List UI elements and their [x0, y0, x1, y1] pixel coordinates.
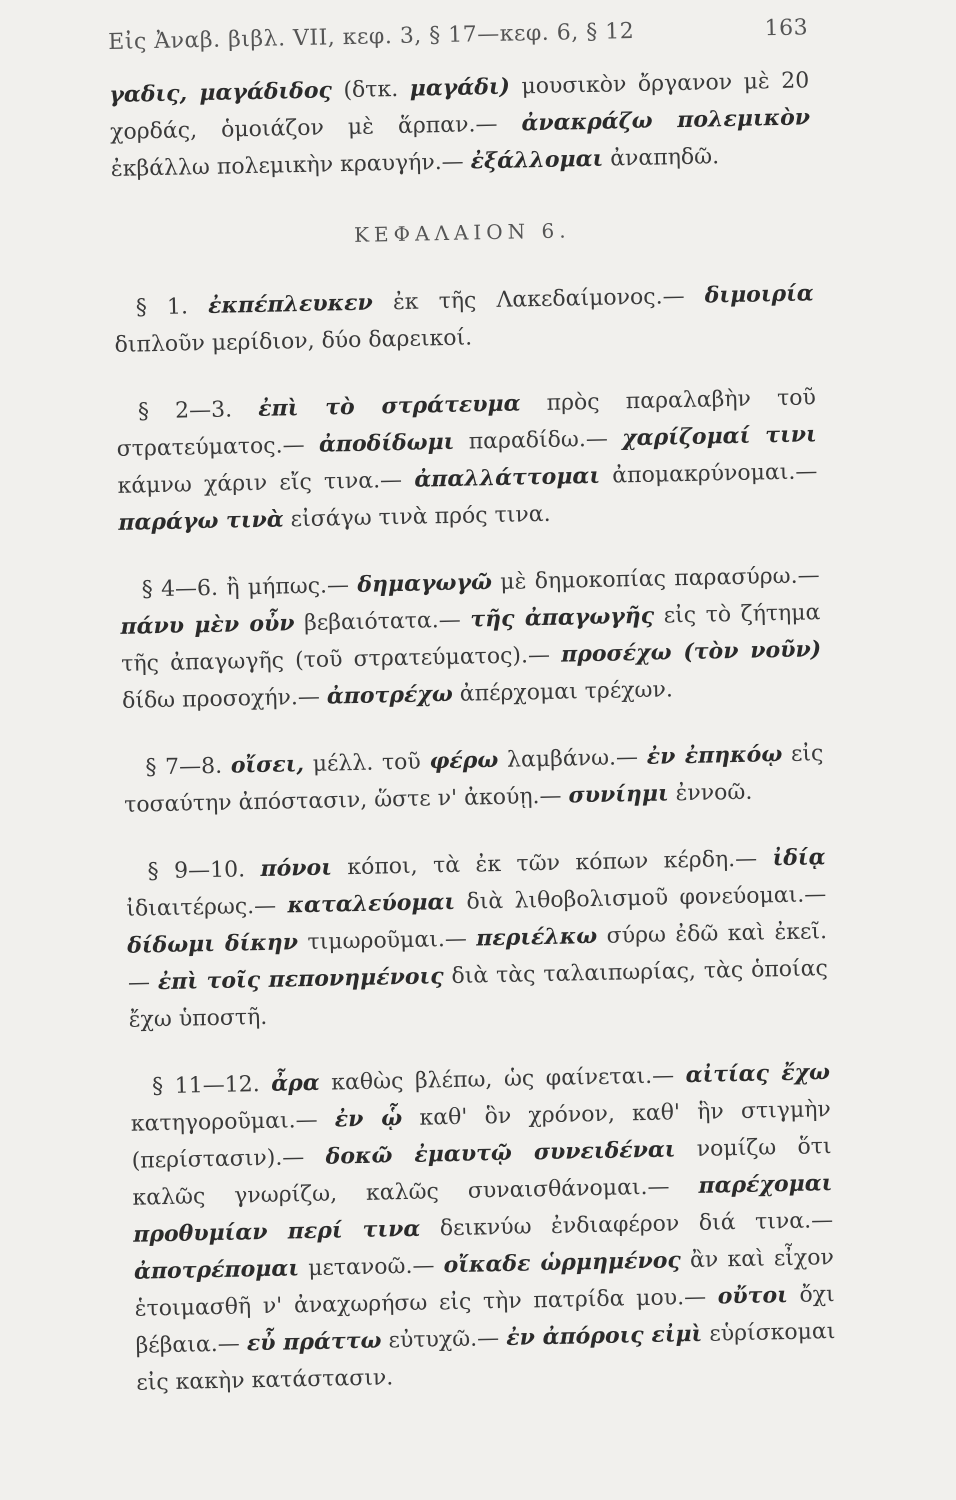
gloss: εἰς τοσαύτην ἀπόστασιν, ὥστε ν' ἀκούῃ.— — [123, 741, 824, 818]
term: αἰτίας ἔχω — [685, 1059, 831, 1089]
term: ἐκπέπλευκεν — [207, 289, 374, 319]
term: ἐπὶ τοῖς πεπονημένοις — [157, 963, 444, 996]
term: διμοιρία — [704, 280, 814, 309]
gloss: εἰς τὸ ζήτημα τῆς ἀπαγωγῆς (τοῦ στρατεύματος).— — [121, 600, 821, 677]
term: μαγάδι) — [409, 73, 511, 102]
gloss: κόποι, τὰ ἐκ τῶν κόπων κέρδη.— — [331, 846, 773, 881]
term: οὔτοι — [717, 1282, 789, 1310]
gloss: ἀπέρχομαι τρέχων. — [452, 677, 674, 707]
term: καταλεύομαι — [287, 888, 456, 919]
gloss: εἰσάγω τινὰ πρός τινα. — [283, 501, 551, 533]
term: τῆς ἀπαγωγῆς — [470, 602, 655, 633]
term: ἐπὶ τὸ στράτευμα — [257, 390, 521, 422]
term: ἀνακράζω πολεμικὸν — [521, 104, 811, 137]
section-number: § 11—12. — [151, 1071, 272, 1100]
gloss: ἰδιαιτέρως.— — [126, 893, 288, 922]
term: ἐν ἀπόροις εἰμὶ — [505, 1320, 703, 1351]
gloss: τιμωροῦμαι.— — [297, 926, 477, 956]
gloss: σύρω ἐδῶ καὶ ἐκεῖ.— — [127, 919, 828, 996]
term: ἀποτρέπομαι — [133, 1255, 300, 1285]
term: ἀποδίδωμι — [318, 428, 455, 458]
term: γαδις, μαγάδιδος — [109, 77, 333, 108]
section-number: § 9—10. — [147, 856, 261, 885]
term: ἐξάλλομαι — [470, 145, 604, 175]
intro-paragraph — [109, 62, 811, 188]
term: δημαγωγῶ — [357, 569, 493, 598]
gloss: βεβαιότατα.— — [294, 607, 471, 637]
gloss: κάμνω χάριν εἴς τινα.— — [117, 467, 415, 499]
chapter-heading: ΚΕΦΑΛΑΙΟΝ 6. — [353, 218, 571, 247]
gloss: καθὼς βλέπω, ὡς φαίνεται.— — [319, 1063, 686, 1096]
section-number: § 1. — [135, 293, 209, 321]
term: ἆρα — [270, 1069, 320, 1097]
gloss: ἀπομακρύνομαι.— — [599, 459, 818, 489]
section-7-8 — [123, 735, 824, 824]
gloss: ἀναπηδῶ. — [602, 144, 720, 172]
gloss: δεικνύω ἐνδιαφέρον διά τινα.— — [420, 1208, 834, 1242]
gloss: διὰ λιθοβολισμοῦ φονεύομαι.— — [454, 882, 827, 915]
gloss: ἂν καὶ εἶχον ἑτοιμασθῆ ν' ἀναχωρήσω εἰς τὴν πατρίδα μου.— — [134, 1245, 835, 1322]
gloss: μέλλ. τοῦ — [303, 749, 430, 778]
gloss: διπλοῦν μερίδιον, δύο δαρεικοί. — [114, 325, 473, 358]
gloss: δίδω προσοχήν.— — [121, 684, 328, 714]
term: προσέχω (τὸν νοῦν) — [560, 636, 822, 668]
section-number: § 2—3. — [137, 396, 259, 425]
section-2-3 — [116, 379, 819, 542]
term: ἀποτρέχω — [326, 680, 454, 710]
term: πόνοι — [260, 854, 333, 882]
gloss: πρὸς παραλαβὴν τοῦ στρατεύματος.— — [116, 385, 817, 462]
running-head — [108, 15, 808, 55]
term: ἀπαλλάττομαι — [414, 462, 601, 493]
term: οἴσει, — [230, 751, 305, 779]
gloss: λαμβάνω.— — [498, 744, 647, 773]
gloss: παραδίδω.— — [454, 426, 623, 455]
section-4-6 — [119, 557, 822, 720]
term: ἰδίᾳ — [772, 844, 826, 872]
gloss: (δτκ. — [331, 76, 410, 104]
section-11-12 — [130, 1054, 837, 1402]
term: ἐν ᾧ — [334, 1105, 403, 1133]
section-number: § 7—8. — [145, 753, 232, 781]
running-head-title: Εἰς Ἀναβ. βιβλ. VII, κεφ. 3, § 17—κεφ. 6, § 12 — [108, 18, 635, 55]
gloss: ἐννοῶ. — [668, 779, 753, 807]
term: δίδωμι δίκην — [126, 929, 299, 959]
term: ἐν ἐπηκόῳ — [646, 741, 783, 770]
term: φέρω — [429, 746, 499, 775]
page-number: 163 — [764, 15, 809, 42]
book-page — [108, 15, 837, 1401]
gloss: μουσικὸν ὄργανον μὲ 20 χορδάς, ὁμοιάζον μὲ ἅρπαν.— — [109, 68, 810, 145]
term: παράγω τινὰ — [118, 506, 284, 536]
term: δοκῶ ἐμαυτῷ συνειδέναι — [325, 1136, 676, 1170]
gloss: διὰ τὰς ταλαιπωρίας, τὰς ὁποίας ἔχω ὑποστῆ. — [128, 956, 829, 1033]
term: πάνυ μὲν οὖν — [120, 610, 295, 640]
gloss: κατηγοροῦμαι.— — [130, 1107, 336, 1137]
term: χαρίζομαί τινι — [621, 421, 817, 452]
term: οἴκαδε ὡρμημένος — [443, 1247, 682, 1279]
term: συνίημι — [568, 780, 669, 809]
gloss: εὑρίσκομαι εἰς κακὴν κατάστασιν. — [136, 1319, 836, 1396]
gloss: μὲ δημοκοπίας παρασύρω.— — [491, 563, 820, 596]
section-number: § 4—6. ἢ μήπως.— — [141, 572, 358, 603]
gloss: ἐκβάλλω πολεμικὴν κραυγήν.— — [110, 149, 471, 182]
gloss: ὄχι βέβαια.— — [135, 1282, 835, 1359]
gloss: νομίζω ὅτι καλῶς γνωρίζω, καλῶς συναισθάνομαι.— — [132, 1134, 832, 1211]
gloss: μετανοῶ.— — [298, 1253, 444, 1282]
term: περιέλκω — [475, 922, 598, 952]
gloss: ἐκ τῆς Λακεδαίμονος.— — [372, 283, 706, 316]
section-9-10 — [125, 839, 829, 1039]
gloss: εὐτυχῶ.— — [381, 1325, 507, 1354]
term: εὖ πράττω — [246, 1327, 382, 1357]
gloss: καθ' ὃν χρόνον, καθ' ἣν στιγμὴν (περίστασιν).— — [131, 1097, 832, 1174]
term: παρέχομαι προθυμίαν περί τινα — [132, 1170, 833, 1248]
